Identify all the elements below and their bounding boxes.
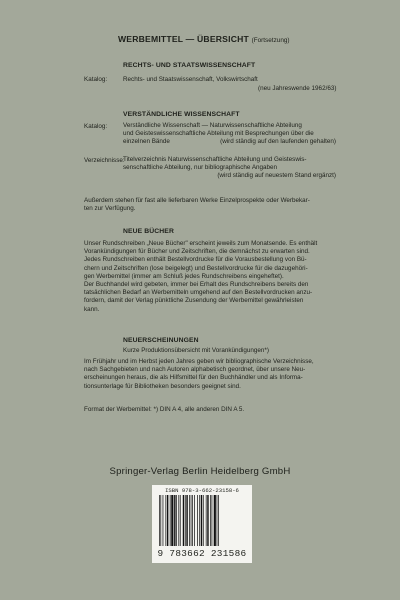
barcode-bar bbox=[194, 495, 195, 546]
barcode-bar bbox=[189, 495, 190, 546]
verstaendlich-katalog-label: Katalog: bbox=[84, 123, 108, 130]
barcode-bar bbox=[160, 495, 161, 546]
katalog-line: einzelnen Bände bbox=[123, 138, 170, 146]
barcode-bar bbox=[207, 495, 208, 546]
barcode-bar bbox=[212, 495, 213, 546]
publisher-name: Springer-Verlag Berlin Heidelberg GmbH bbox=[109, 466, 291, 477]
ean-digits: 9 783662 231586 bbox=[157, 548, 247, 559]
section-heading-verstaendlich: VERSTÄNDLICHE WISSENSCHAFT bbox=[123, 111, 240, 118]
katalog-line: Verständliche Wissenschaft — Naturwissenschaftliche Abteilung bbox=[123, 122, 302, 129]
paragraph-line: fordern, damit der Verlag pünktliche Zusendung der Werbemittel gewährleisten bbox=[84, 297, 304, 305]
werbekarten-paragraph bbox=[84, 197, 336, 213]
paragraph-line: erscheinungen heraus, die als Hilfsmittel für den Buchhändler und als Informa- bbox=[84, 374, 303, 382]
barcode-bars bbox=[158, 495, 246, 546]
neue-buecher-paragraph-2 bbox=[84, 281, 338, 314]
barcode-bar bbox=[186, 495, 187, 546]
verstaendlich-katalog-text bbox=[123, 122, 336, 147]
verzeichnisse-text bbox=[123, 156, 336, 181]
paragraph-line: kann. bbox=[84, 305, 100, 313]
barcode-bar bbox=[159, 495, 160, 546]
neuerscheinungen-subtitle: Kurze Produktionsübersicht mit Vorankündigungen*) bbox=[123, 347, 269, 354]
page-title bbox=[118, 34, 290, 44]
barcode-bar bbox=[174, 495, 175, 546]
barcode-bar bbox=[167, 495, 168, 546]
paragraph-line: Außerdem stehen für fast alle lieferbaren Werke Einzelprospekte oder Werbekar- bbox=[84, 197, 310, 204]
barcode-bar bbox=[201, 495, 202, 546]
paragraph-line: ten zur Verfügung. bbox=[84, 205, 136, 213]
barcode-bar bbox=[183, 495, 184, 546]
paragraph-line: nach Sachgebieten und nach Autoren alphabetisch geordnet, über unsere Neu- bbox=[84, 366, 306, 374]
paragraph-line: Unser Rundschreiben „Neue Bücher" erscheint jeweils zum Monatsende. Es enthält bbox=[84, 240, 318, 247]
barcode-bar bbox=[203, 495, 204, 546]
barcode-bar bbox=[171, 495, 173, 546]
katalog-line: und Geisteswissenschaftliche Abteilung mit Besprechungen über die bbox=[123, 130, 314, 138]
barcode-bar bbox=[185, 495, 186, 546]
barcode-bar bbox=[180, 495, 181, 546]
format-value: *) DIN A 4, alle anderen DIN A 5. bbox=[153, 406, 245, 413]
barcode-bar bbox=[192, 495, 193, 546]
katalog-note: (wird ständig auf den laufenden gehalten) bbox=[220, 138, 336, 146]
barcode-bar bbox=[214, 495, 216, 546]
rechts-katalog-label: Katalog: bbox=[84, 76, 108, 83]
paragraph-line: tionsunterlage für Bibliotheken besonders geeignet sind. bbox=[84, 382, 241, 390]
barcode-bar bbox=[178, 495, 179, 546]
paragraph-line: gen Werbemittel (immer am Schluß jedes Rundschreibens eingeheftet). bbox=[84, 272, 284, 280]
barcode-bar bbox=[199, 495, 200, 546]
barcode-bar bbox=[218, 495, 219, 546]
rechts-katalog-note: (neu Jahreswende 1962/63) bbox=[258, 85, 337, 92]
format-label: Format der Werbemittel: bbox=[84, 406, 152, 413]
neue-buecher-paragraph-1 bbox=[84, 240, 338, 281]
title-text: WERBEMITTEL — ÜBERSICHT bbox=[118, 34, 249, 44]
barcode-bar bbox=[163, 495, 164, 546]
barcode-bar bbox=[176, 495, 177, 546]
barcode-bar bbox=[165, 495, 166, 546]
title-continuation: (Fortsetzung) bbox=[251, 37, 290, 44]
neuerscheinungen-paragraph bbox=[84, 358, 338, 391]
paragraph-line: chern und Zeitschriften (lose beigelegt) und Bestellvordrucke für die dazugehöri- bbox=[84, 264, 308, 272]
barcode-bar bbox=[170, 495, 171, 546]
verzeichnisse-line: senschaftliche Abteilung, nur bibliographische Angaben bbox=[123, 164, 278, 172]
barcode-bar bbox=[197, 495, 198, 546]
barcode-bar bbox=[191, 495, 192, 546]
isbn-text: ISBN 978-3-662-23158-6 bbox=[165, 487, 239, 494]
paragraph-line: Der Buchhandel wird gebeten, immer bei Erhalt des Rundschreibens bereits den bbox=[84, 281, 309, 288]
barcode-bar bbox=[206, 495, 207, 546]
barcode-bar bbox=[210, 495, 211, 546]
format-line bbox=[84, 406, 244, 413]
rechts-katalog-line: Rechts- und Staatswissenschaft, Volkswirtschaft bbox=[123, 76, 258, 83]
section-heading-neuerscheinungen: NEUERSCHEINUNGEN bbox=[123, 337, 199, 344]
paragraph-line: Jedes Rundschreiben enthält Bestellvordrucke für die Vorausbestellung von Bü- bbox=[84, 256, 307, 264]
section-heading-rechts: RECHTS- UND STAATSWISSENSCHAFT bbox=[123, 62, 256, 69]
paragraph-line: Vorankündigungen für Bücher und Zeitschriften, die demnächst zu erwarten sind. bbox=[84, 248, 310, 256]
paragraph-line: tatsächlichen Bedarf an Werbemitteln umgehend auf den Bestellvordrucken anzu- bbox=[84, 289, 313, 297]
verzeichnisse-line: Titelverzeichnis Naturwissenschaftliche Abteilung und Geisteswis- bbox=[123, 156, 307, 163]
barcode-bar bbox=[217, 495, 218, 546]
section-heading-neue-buecher: NEUE BÜCHER bbox=[123, 228, 174, 235]
paragraph-line: Im Frühjahr und im Herbst jeden Jahres geben wir bibliographische Verzeichnisse, bbox=[84, 358, 314, 365]
verzeichnisse-label: Verzeichnisse: bbox=[84, 157, 125, 164]
verzeichnisse-note: (wird ständig auf neuestem Stand ergänzt) bbox=[217, 172, 336, 180]
